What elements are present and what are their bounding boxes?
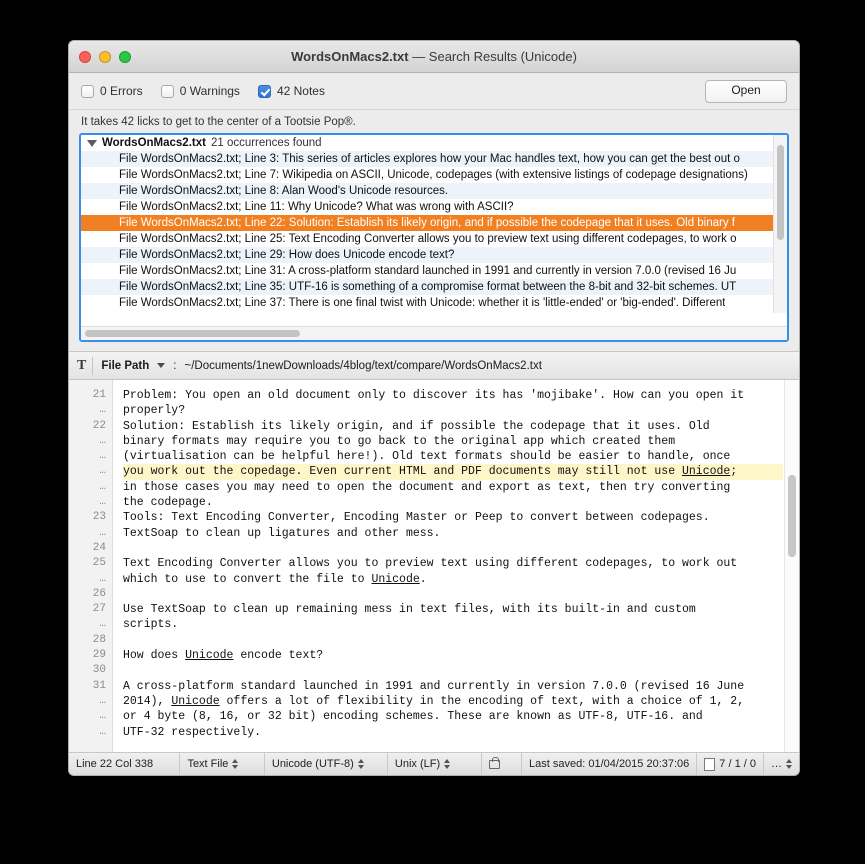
search-results-panel[interactable]	[79, 133, 789, 342]
editor-line[interactable]: the codepage.	[123, 496, 213, 510]
chevron-down-icon[interactable]	[157, 363, 165, 368]
line-number: …	[99, 526, 106, 539]
search-result-row[interactable]	[81, 215, 787, 231]
editor-line[interactable]: Solution: Establish its likely origin, and if possible the codepage that it uses. Old	[123, 419, 710, 433]
line-number: …	[99, 404, 106, 417]
editor-vertical-scrollbar[interactable]	[784, 380, 799, 752]
overflow-label: …	[771, 758, 782, 770]
editor-line[interactable]: which to use to convert the file to Unicode.	[123, 572, 427, 586]
line-number: …	[99, 480, 106, 493]
line-number-gutter	[69, 380, 113, 752]
status-overflow[interactable]	[764, 753, 799, 775]
results-horizontal-scrollbar-thumb[interactable]	[85, 330, 300, 337]
search-result-row[interactable]	[81, 183, 787, 199]
lock-icon[interactable]	[489, 760, 500, 769]
line-number: …	[99, 450, 106, 463]
open-button[interactable]: Open	[705, 80, 787, 103]
line-number: 25	[92, 557, 106, 570]
line-number: …	[99, 572, 106, 585]
editor-line[interactable]	[123, 633, 783, 648]
maximize-button[interactable]	[119, 51, 131, 63]
last-saved: Last saved: 01/04/2015 20:37:06	[522, 753, 697, 775]
window-controls[interactable]	[69, 51, 131, 63]
panel-divider	[69, 342, 799, 351]
file-path-value: ~/Documents/1newDownloads/4blog/text/compare/WordsOnMacs2.txt	[184, 359, 542, 372]
stepper-icon[interactable]	[786, 759, 792, 769]
file-path-separator: :	[173, 359, 177, 372]
line-number: 28	[92, 633, 106, 646]
search-status-text: It takes 42 licks to get to the center of a Tootsie Pop®.	[69, 110, 799, 133]
editor-line[interactable]: UTF-32 respectively.	[123, 725, 262, 739]
stepper-icon[interactable]	[444, 759, 450, 769]
editor-line[interactable]	[123, 663, 783, 678]
stepper-icon[interactable]	[358, 759, 364, 769]
status-bar[interactable]	[69, 753, 799, 775]
line-number: 22	[92, 419, 106, 432]
page-icon	[704, 758, 715, 771]
editor-line[interactable]: How does Unicode encode text?	[123, 649, 324, 663]
editor-line[interactable]: you work out the copedage. Even current HTML and PDF documents may still not use Unicode;	[123, 464, 783, 479]
line-number: …	[99, 618, 106, 631]
line-number: 27	[92, 603, 106, 616]
spellcheck-underline: Unicode	[682, 465, 731, 479]
notes-label: 42 Notes	[276, 84, 325, 98]
editor-line[interactable]: 2014), Unicode offers a lot of flexibility in the encoding of text, with a choice of 1, 2,	[123, 694, 745, 708]
search-result-row[interactable]	[81, 199, 787, 215]
editor-line[interactable]: TextSoap to clean up ligatures and other mess.	[123, 526, 441, 540]
minimize-button[interactable]	[99, 51, 111, 63]
line-number: 30	[92, 664, 106, 677]
file-path-label: File Path	[101, 359, 150, 372]
window-title	[69, 49, 799, 64]
search-result-text: File WordsOnMacs2.txt; Line 8: Alan Wood's Unicode resources.	[119, 185, 449, 197]
line-number: 23	[92, 511, 106, 524]
results-horizontal-scrollbar[interactable]	[81, 326, 787, 340]
line-number: 31	[92, 679, 106, 692]
search-result-row[interactable]	[81, 295, 787, 311]
line-number: 29	[92, 649, 106, 662]
editor-text[interactable]	[113, 380, 799, 752]
close-button[interactable]	[79, 51, 91, 63]
line-ending-selector[interactable]	[388, 753, 482, 775]
search-result-row[interactable]	[81, 279, 787, 295]
errors-checkbox[interactable]	[81, 84, 143, 98]
errors-label: 0 Errors	[100, 84, 143, 98]
cursor-position: Line 22 Col 338	[69, 753, 180, 775]
line-ending-label: Unix (LF)	[394, 758, 441, 770]
warnings-label: 0 Warnings	[179, 84, 240, 98]
title-bar[interactable]	[69, 41, 799, 73]
editor-area[interactable]	[69, 380, 799, 753]
search-result-row[interactable]	[81, 231, 787, 247]
search-result-text: File WordsOnMacs2.txt; Line 29: How does Unicode encode text?	[119, 249, 455, 261]
search-result-row[interactable]	[81, 263, 787, 279]
editor-line[interactable]: or 4 byte (8, 16, or 32 bit) encoding schemes. These are known as UTF-8, UTF-16. and	[123, 710, 703, 724]
stepper-icon[interactable]	[232, 759, 238, 769]
editor-line[interactable]: Text Encoding Converter allows you to preview text using different codepages, to work out	[123, 557, 738, 571]
warnings-checkbox[interactable]	[161, 84, 240, 98]
search-result-row[interactable]	[81, 247, 787, 263]
window-title-document: WordsOnMacs2.txt	[291, 49, 409, 64]
notes-checkbox[interactable]	[258, 84, 325, 98]
file-type-selector[interactable]	[180, 753, 264, 775]
editor-vertical-scrollbar-thumb[interactable]	[788, 475, 796, 557]
results-group-header[interactable]	[81, 135, 787, 151]
line-number: …	[99, 465, 106, 478]
results-group-name: WordsOnMacs2.txt	[102, 137, 206, 149]
search-result-text: File WordsOnMacs2.txt; Line 25: Text Encoding Converter allows you to preview text using different codepages, to work o	[119, 233, 737, 245]
search-result-row[interactable]	[81, 151, 787, 167]
editor-line[interactable]: properly?	[123, 404, 186, 418]
spellcheck-underline: Unicode	[171, 694, 220, 708]
search-results-list[interactable]	[81, 135, 787, 326]
line-number: …	[99, 496, 106, 509]
app-window	[68, 40, 800, 776]
editor-line[interactable]: A cross-platform standard launched in 1991 and currently in version 7.0.0 (revised 16 June	[123, 679, 745, 693]
search-result-text: File WordsOnMacs2.txt; Line 3: This series of articles explores how your Mac handles text, how you can get the best out o	[119, 153, 740, 165]
line-number: …	[99, 434, 106, 447]
counts-label: 7 / 1 / 0	[719, 758, 756, 770]
editor-line[interactable]: Use TextSoap to clean up remaining mess in text files, with its built-in and custom	[123, 603, 696, 617]
results-toolbar[interactable]	[69, 73, 799, 110]
editor-line[interactable]: binary formats may require you to go back to the original app which created them	[123, 434, 676, 448]
window-title-suffix: — Search Results (Unicode)	[408, 49, 577, 64]
read-only-lock[interactable]	[482, 753, 522, 775]
search-result-text: File WordsOnMacs2.txt; Line 37: There is one final twist with Unicode: whether it is 'little-ended' or 'big-ended'. Different	[119, 297, 726, 309]
results-vertical-scrollbar[interactable]	[773, 135, 787, 313]
editor-line[interactable]: Tools: Text Encoding Converter, Encoding Master or Peep to convert between codepages.	[123, 511, 710, 525]
spellcheck-underline: Unicode	[185, 649, 234, 663]
editor-line[interactable]	[123, 541, 783, 556]
results-vertical-scrollbar-thumb[interactable]	[777, 145, 784, 240]
encoding-label: Unicode (UTF-8)	[271, 758, 354, 770]
search-result-text: File WordsOnMacs2.txt; Line 11: Why Unicode? What was wrong with ASCII?	[119, 201, 514, 213]
encoding-selector[interactable]	[265, 753, 388, 775]
spellcheck-underline: Unicode	[371, 572, 420, 586]
line-number: …	[99, 710, 106, 723]
text-tool-icon[interactable]: T	[77, 357, 93, 375]
search-result-text: File WordsOnMacs2.txt; Line 35: UTF-16 is something of a compromise format between the 8-bit and 32-bit schemes. UT	[119, 281, 737, 293]
line-number: …	[99, 725, 106, 738]
checkbox-icon[interactable]	[81, 85, 94, 98]
disclosure-triangle-icon[interactable]	[87, 140, 97, 147]
editor-line[interactable]	[123, 587, 783, 602]
editor-line[interactable]: Problem: You open an old document only to discover its has 'mojibake'. How can you open it	[123, 389, 745, 402]
search-result-text: File WordsOnMacs2.txt; Line 7: Wikipedia on ASCII, Unicode, codepages (with extensive listings of codepage designations)	[119, 169, 748, 181]
search-result-text: File WordsOnMacs2.txt; Line 22: Solution: Establish its likely origin, and if possible the codepage that it uses. Old binary f	[119, 217, 735, 229]
editor-line[interactable]: in those cases you may need to open the document and export as text, then try converting	[123, 480, 731, 494]
checkbox-icon[interactable]	[161, 85, 174, 98]
editor-path-bar[interactable]	[69, 351, 799, 380]
results-group-count: 21 occurrences found	[210, 137, 322, 149]
search-result-text: File WordsOnMacs2.txt; Line 31: A cross-platform standard launched in 1991 and currently in version 7.0.0 (revised 16 Ju	[119, 265, 737, 277]
checkbox-checked-icon[interactable]	[258, 85, 271, 98]
search-result-row[interactable]	[81, 167, 787, 183]
line-number: 21	[92, 389, 106, 401]
line-number: 24	[92, 541, 106, 554]
editor-line[interactable]: scripts.	[123, 618, 179, 632]
document-counts	[697, 753, 764, 775]
editor-line[interactable]: (virtualisation can be helpful here!). Old text formats should be easier to handle, once	[123, 450, 731, 464]
line-number: …	[99, 694, 106, 707]
file-type-label: Text File	[187, 758, 229, 770]
line-number: 26	[92, 587, 106, 600]
